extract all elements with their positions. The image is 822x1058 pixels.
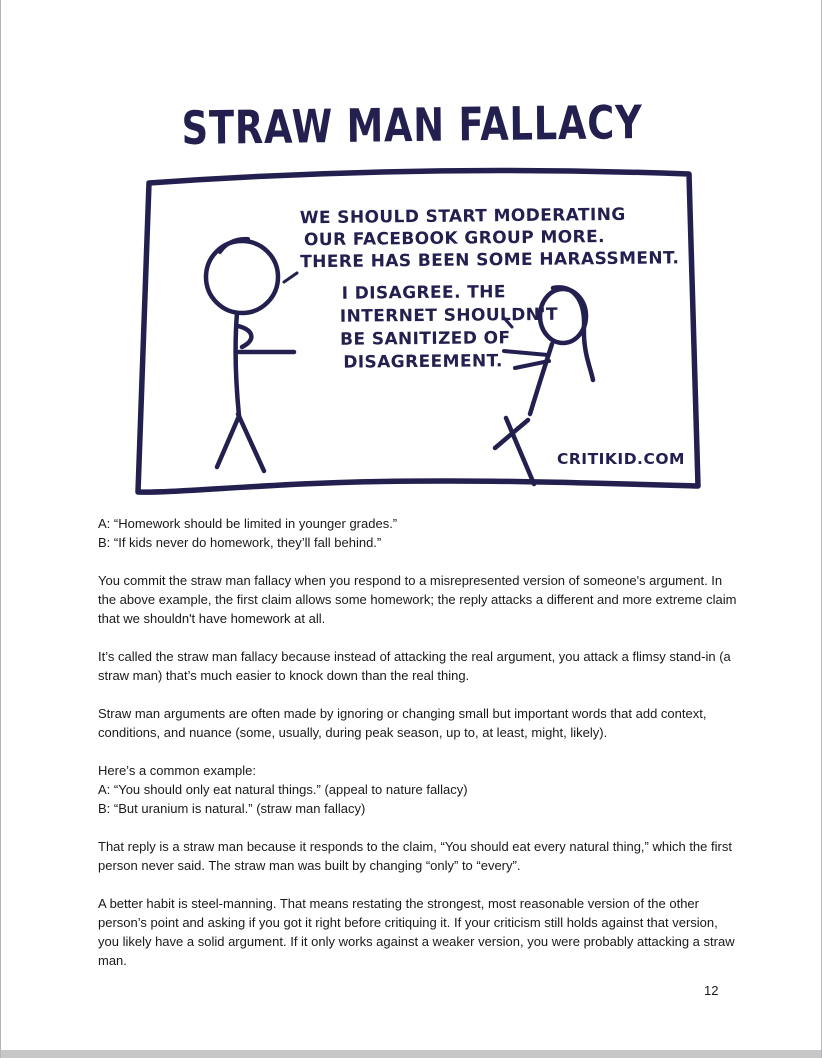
left-figure-leg-right (238, 414, 264, 471)
left-figure-hair-curl (220, 239, 248, 252)
page-bottom-edge (1, 1050, 822, 1058)
speech-bubble-2 (340, 282, 559, 373)
paragraph-steel-manning: A better habit is steel-manning. That means restating the strongest, most reasonable version of the other person’s point and asking if you got it right before critiquing it. If your criticism still holds against that version, you likely have a solid argument. If it only works against a weaker version, you were probably attacking a straw man. (98, 896, 735, 968)
paragraph-why-called: It’s called the straw man fallacy because instead of attacking the real argument, you attack a flimsy stand-in (a straw man) that’s much easier to knock down than the real thing. (98, 649, 731, 683)
paragraph-reply-analysis: That reply is a straw man because it responds to the claim, “You should eat every natural thing,” which the first person never said. The straw man was built by changing “only” to “every”. (98, 839, 732, 873)
page-title (1, 94, 822, 156)
paragraph-commit: You commit the straw man fallacy when you respond to a misrepresented version of someone's argument. In the above example, the first claim allows some homework; the reply attacks a different and more extreme claim that we shouldn't have homework at all. (98, 573, 737, 626)
speech2-line4: DISAGREEMENT. (343, 351, 503, 373)
speech2-line3: BE SANITIZED OF (339, 328, 511, 350)
dialogue-line-b: B: “If kids never do homework, they’ll fall behind.” (98, 535, 382, 550)
speech1-line1: WE SHOULD START MODERATING (299, 204, 626, 229)
left-stick-figure (206, 239, 297, 471)
page-title-text: STRAW MAN FALLACY (181, 94, 643, 156)
body-text (98, 514, 740, 989)
paragraph-important-words: Straw man arguments are often made by ignoring or changing small but important words that add context, conditions, and nuance (some, usually, during peak season, up to, at least, might, likely). (98, 706, 707, 740)
page-number: 12 (704, 983, 719, 998)
left-figure-speech-dash (284, 273, 297, 282)
left-figure-head (206, 241, 278, 313)
common-example-block (98, 761, 740, 818)
example-intro: Here’s a common example: (98, 763, 256, 778)
speech2-line2: INTERNET SHOULDN'T (339, 304, 559, 327)
homework-dialogue (98, 514, 740, 552)
speech-bubble-1 (300, 204, 680, 272)
example-line-b: B: “But uranium is natural.” (straw man fallacy) (98, 801, 366, 816)
right-figure-hair (553, 287, 593, 380)
left-figure-arm-bent (238, 326, 251, 347)
straw-man-comic (111, 160, 723, 505)
critikid-watermark: CRITIKID.COM (557, 450, 685, 468)
speech1-line2: OUR FACEBOOK GROUP MORE. (303, 227, 606, 251)
speech2-line1: I DISAGREE. THE (341, 282, 506, 304)
right-figure-arm-upper (504, 351, 548, 355)
speech1-line3: THERE HAS BEEN SOME HARASSMENT. (300, 248, 680, 273)
left-figure-leg-left (217, 416, 239, 467)
dialogue-line-a: A: “Homework should be limited in younger grades.” (98, 516, 398, 531)
right-figure-leg-back (495, 420, 528, 448)
example-line-a: A: “You should only eat natural things.” (appeal to nature fallacy) (98, 782, 468, 797)
